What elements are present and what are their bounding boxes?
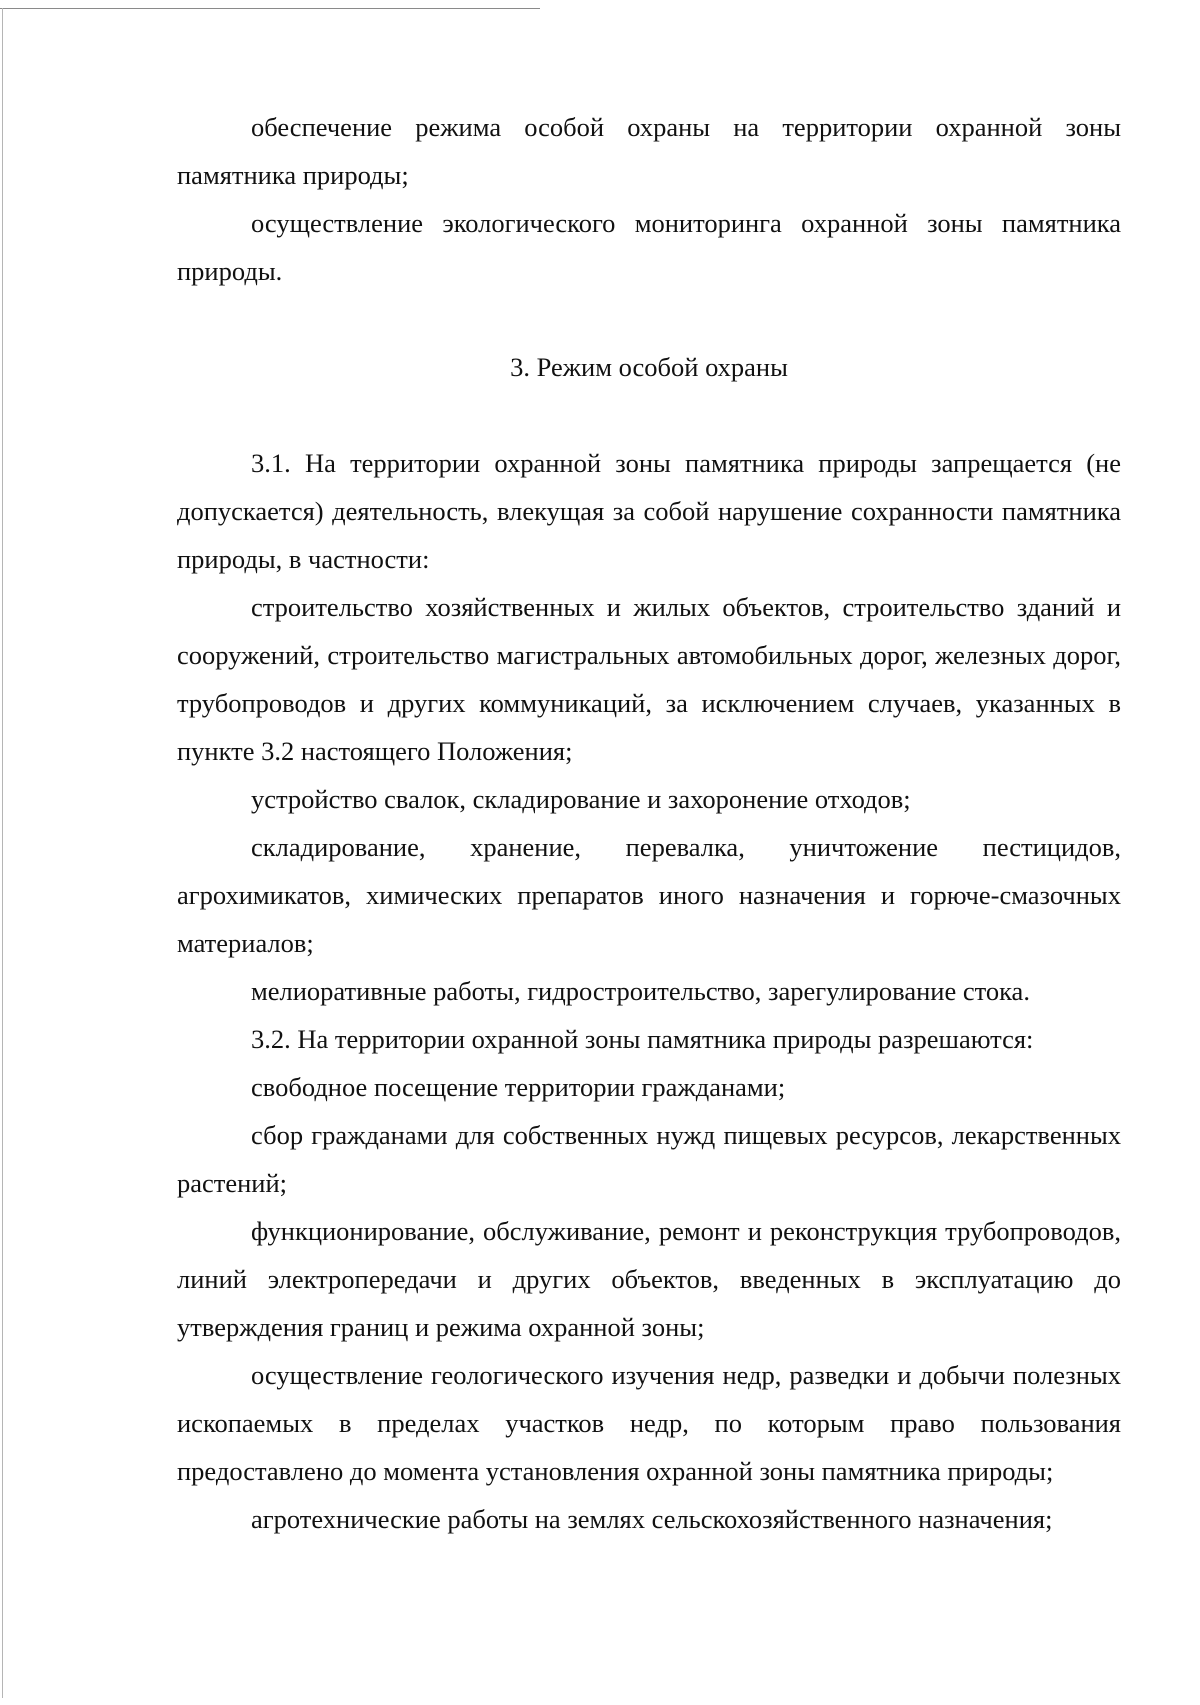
paragraph: осуществление экологического мониторинга охранной зоны памятника природы. xyxy=(177,208,1121,286)
paragraph: 3.1. На территории охранной зоны памятника природы запрещается (не допускается) деятельность, влекущая за собой нарушение сохранности памятника природы, в частности: xyxy=(177,448,1121,574)
scan-border-top xyxy=(0,8,540,9)
section-heading: 3. Режим особой охраны xyxy=(510,352,788,382)
scan-border-left xyxy=(2,8,3,1698)
paragraph: осуществление геологического изучения недр, разведки и добычи полезных ископаемых в пределах участков недр, по которым право пользования предоставлено до момента установления охранной зоны памятника природы; xyxy=(177,1360,1121,1486)
paragraph: обеспечение режима особой охраны на территории охранной зоны памятника природы; xyxy=(177,112,1121,190)
paragraph: сбор гражданами для собственных нужд пищевых ресурсов, лекарственных растений; xyxy=(177,1120,1121,1198)
paragraph: мелиоративные работы, гидростроительство, зарегулирование стока. xyxy=(251,976,1030,1006)
paragraph: свободное посещение территории гражданами; xyxy=(251,1072,786,1102)
paragraph: 3.2. На территории охранной зоны памятника природы разрешаются: xyxy=(251,1024,1034,1054)
paragraph: функционирование, обслуживание, ремонт и реконструкция трубопроводов, линий электропередачи и других объектов, введенных в эксплуатацию до утверждения границ и режима охранной зоны; xyxy=(177,1216,1121,1342)
paragraph: устройство свалок, складирование и захоронение отходов; xyxy=(251,784,911,814)
paragraph: складирование, хранение, перевалка, уничтожение пестицидов, агрохимикатов, химических препаратов иного назначения и горюче-смазочных материалов; xyxy=(177,832,1121,958)
paragraph: строительство хозяйственных и жилых объектов, строительство зданий и сооружений, строительство магистральных автомобильных дорог, железных дорог, трубопроводов и других коммуникаций, за исключением случаев, указанных в пункте 3.2 настоящего Положения; xyxy=(177,592,1121,766)
document-page xyxy=(177,103,1121,1543)
paragraph: агротехнические работы на землях сельскохозяйственного назначения; xyxy=(251,1504,1053,1534)
